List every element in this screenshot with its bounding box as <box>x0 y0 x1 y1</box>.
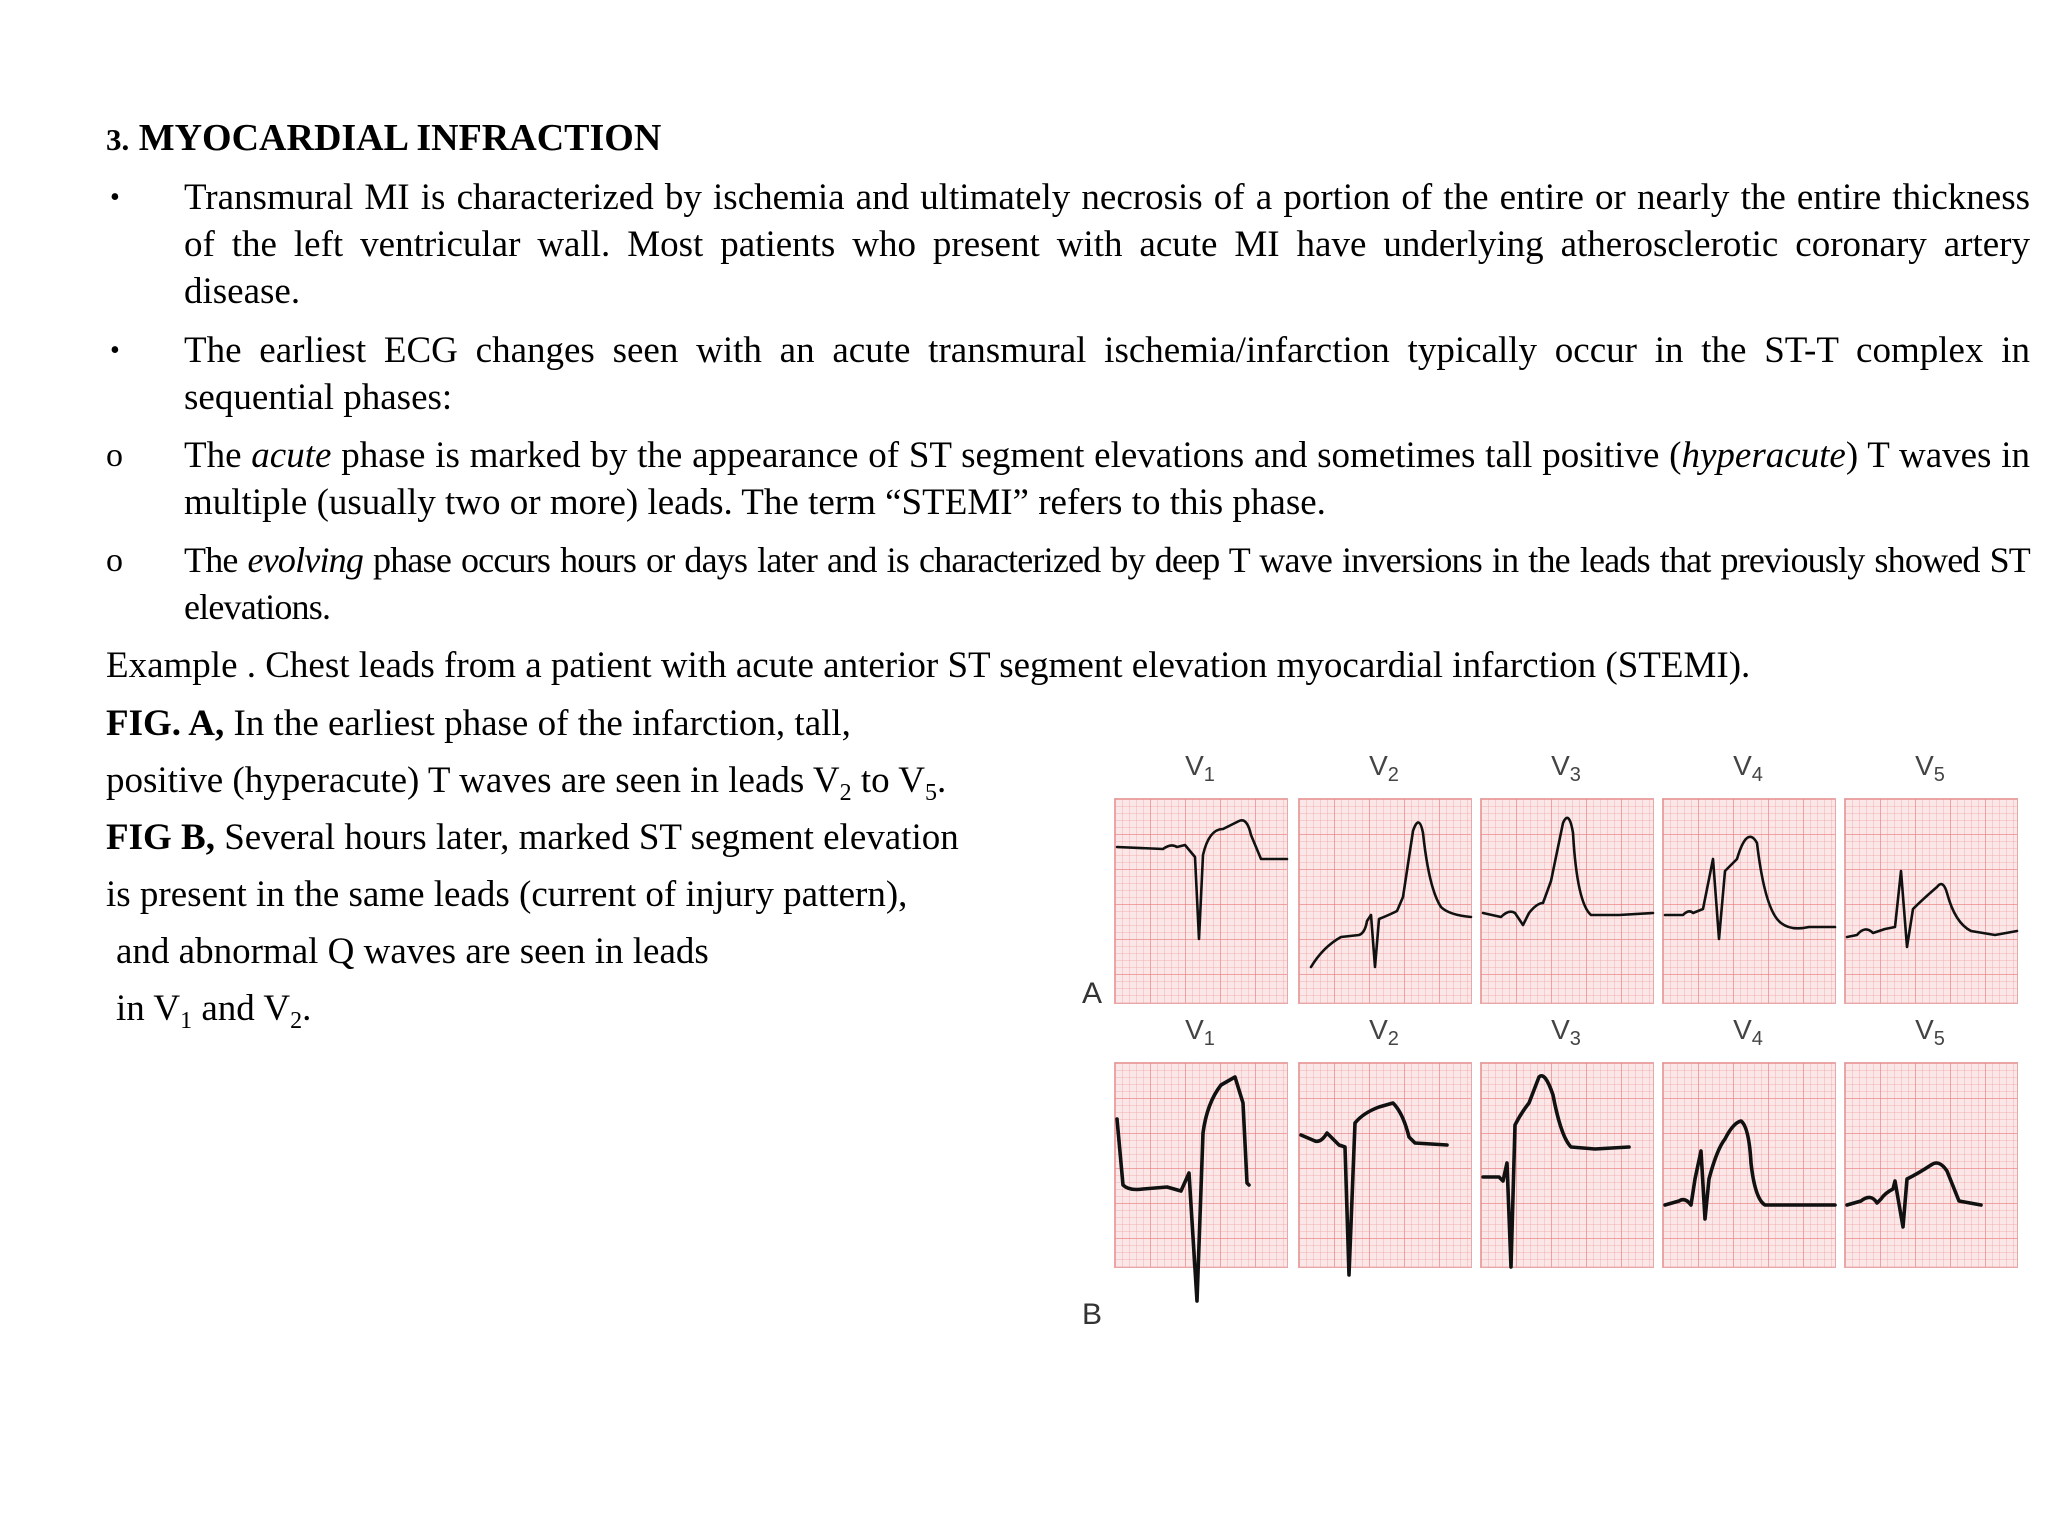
ecg-trace-svg <box>1481 1063 1653 1267</box>
ecg-waveform <box>1311 822 1471 967</box>
caption-fig-b-line-2: is present in the same leads (current of injury pattern), <box>106 874 908 915</box>
fig-a-label: FIG. A, <box>106 703 225 744</box>
bullet-marker: • <box>110 335 120 366</box>
sub-item-acute-phase <box>106 432 2030 526</box>
sub-item-text: The evolving phase occurs hours or days later and is characterized by deep T wave inversions in the leads that previously showed ST elevations. <box>184 540 2030 627</box>
ecg-waveform <box>1665 1121 1835 1219</box>
ecg-strip-a-v2 <box>1298 798 1472 1004</box>
lead-label-a-v1: $V_1$ <box>1185 750 1215 786</box>
section-number: 3. <box>106 122 130 157</box>
ecg-trace-svg <box>1663 1063 1835 1267</box>
lead-label-b-v5: $V_5$ <box>1915 1014 1945 1050</box>
ecg-strip-b-v1 <box>1114 1062 1288 1268</box>
bullet-text: Transmural MI is characterized by ischemia and ultimately necrosis of a portion of the entire or nearly the entire thickness of the left ventricular wall. Most patients who present with acute MI have underlying atherosclerotic coronary artery disease. <box>184 177 2030 312</box>
ecg-waveform <box>1483 818 1653 925</box>
lead-label-b-v1: $V_1$ <box>1185 1014 1215 1050</box>
ecg-strip-b-v3 <box>1480 1062 1654 1268</box>
caption-fig-b-line-3: and abnormal Q waves are seen in leads <box>116 931 709 972</box>
lead-label-a-v5: $V_5$ <box>1915 750 1945 786</box>
ecg-strip-a-v1 <box>1114 798 1288 1004</box>
emphasis-acute: acute <box>251 435 332 476</box>
ecg-waveform <box>1301 1103 1447 1275</box>
ecg-strip-b-v5 <box>1844 1062 2018 1268</box>
caption-fig-a-line-2: positive (hyperacute) T waves are seen in leads $V_2$ to $V_5$. <box>106 760 947 806</box>
bullet-item-earliest-changes <box>106 327 2030 421</box>
ecg-trace-svg <box>1663 799 1835 1003</box>
fig-b-label: FIG B, <box>106 817 215 858</box>
ecg-trace-svg <box>1299 799 1471 1003</box>
ecg-trace-svg <box>1845 1063 2017 1267</box>
lead-label-a-v4: $V_4$ <box>1733 750 1763 786</box>
ecg-waveform <box>1483 1076 1629 1267</box>
circle-marker: o <box>106 437 123 474</box>
ecg-waveform <box>1117 1077 1249 1301</box>
ecg-trace-svg <box>1299 1063 1471 1267</box>
sub-item-evolving-phase <box>106 537 2030 631</box>
ecg-figure <box>1070 750 2045 1355</box>
caption-fig-a-line-1: FIG. A, In the earliest phase of the infarction, tall, <box>106 703 851 744</box>
bullet-marker: • <box>110 182 120 213</box>
bullet-item-transmural <box>106 174 2030 315</box>
ecg-trace-svg <box>1845 799 2017 1003</box>
ecg-trace-svg <box>1115 799 1287 1003</box>
ecg-trace-svg <box>1481 799 1653 1003</box>
ecg-waveform <box>1847 1163 1981 1227</box>
emphasis-evolving: evolving <box>247 540 364 580</box>
bullet-text: The earliest ECG changes seen with an acute transmural ischemia/infarction typically occur in the ST-T complex in sequential phases: <box>184 330 2030 418</box>
ecg-waveform <box>1665 837 1835 939</box>
lead-label-b-v4: $V_4$ <box>1733 1014 1763 1050</box>
ecg-strip-b-v4 <box>1662 1062 1836 1268</box>
ecg-strip-a-v4 <box>1662 798 1836 1004</box>
lead-label-a-v2: $V_2$ <box>1369 750 1399 786</box>
example-line: Example . Chest leads from a patient with acute anterior ST segment elevation myocardial infarction (STEMI). <box>106 645 1751 686</box>
ecg-trace-svg <box>1115 1063 1287 1267</box>
emphasis-hyperacute: hyperacute <box>1681 435 1846 476</box>
ecg-strip-b-v2 <box>1298 1062 1472 1268</box>
sub-item-text: The acute phase is marked by the appearance of ST segment elevations and sometimes tall positive (hyperacute) T waves in multiple (usually two or more) leads. The term “STEMI” refers to this phase. <box>184 435 2030 523</box>
ecg-strip-a-v3 <box>1480 798 1654 1004</box>
lead-label-b-v2: $V_2$ <box>1369 1014 1399 1050</box>
caption-fig-b-line-4: in $V_1$ and $V_2$. <box>116 988 312 1034</box>
lead-label-b-v3: $V_3$ <box>1551 1014 1581 1050</box>
section-heading <box>106 114 661 164</box>
row-label-a: A <box>1082 977 1103 1010</box>
row-label-b: B <box>1082 1298 1103 1331</box>
ecg-strip-a-v5 <box>1844 798 2018 1004</box>
ecg-waveform <box>1847 871 2017 947</box>
caption-fig-b-line-1: FIG B, Several hours later, marked ST segment elevation <box>106 817 959 858</box>
section-title: MYOCARDIAL INFRACTION <box>138 117 662 159</box>
circle-marker: o <box>106 542 123 579</box>
lead-label-a-v3: $V_3$ <box>1551 750 1581 786</box>
ecg-waveform <box>1117 820 1287 939</box>
